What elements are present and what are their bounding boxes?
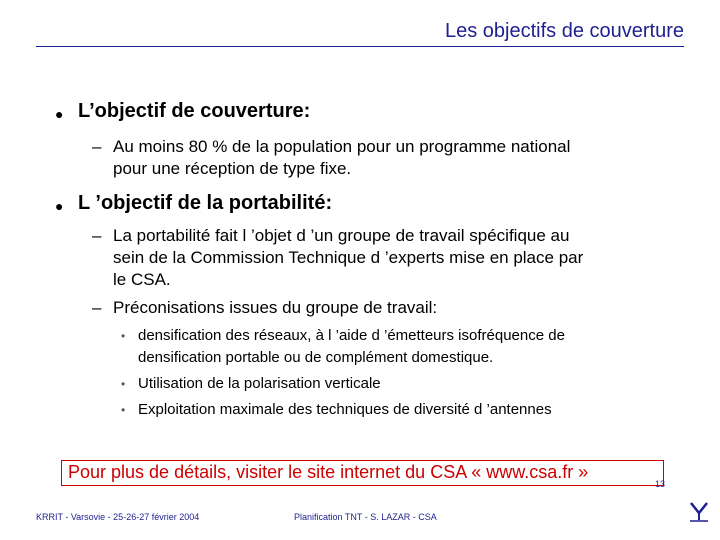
coverage-item-line1: Au moins 80 % de la population pour un programme national	[113, 137, 571, 156]
sub-item-3: Exploitation maximale des techniques de diversité d ’antennes	[138, 401, 552, 418]
sub-item-1-line1: densification des réseaux, à l ’aide d ’émetteurs isofréquence de	[138, 327, 565, 344]
bullet-icon: ●	[55, 106, 64, 122]
section-heading-coverage: L’objectif de couverture:	[78, 100, 311, 122]
dot-icon: •	[121, 329, 126, 343]
portability-item-1-line1: La portabilité fait l ’objet d ’un groupe de travail spécifique au	[113, 226, 570, 245]
dot-icon: •	[121, 377, 126, 391]
dot-icon: •	[121, 403, 126, 417]
portability-item-1-line2: sein de la Commission Technique d ’experts mise en place par	[113, 248, 584, 267]
note-text: Pour plus de détails, visiter le site internet du CSA « www.csa.fr »	[68, 462, 589, 482]
footer-center: Planification TNT - S. LAZAR - CSA	[294, 512, 437, 522]
bullet-icon: ●	[55, 198, 64, 214]
title-rule	[36, 46, 684, 47]
coverage-item-line2: pour une réception de type fixe.	[113, 159, 352, 178]
footer-left: KRRIT - Varsovie - 25-26-27 février 2004	[36, 512, 200, 522]
dash-icon: –	[92, 137, 102, 156]
portability-item-2: Préconisations issues du groupe de travail:	[113, 298, 438, 317]
section-heading-portability: L ’objectif de la portabilité:	[78, 192, 333, 214]
page-number: 13	[655, 479, 666, 489]
sub-item-2: Utilisation de la polarisation verticale	[138, 375, 381, 392]
portability-item-1	[113, 225, 693, 291]
csa-logo-icon	[688, 500, 710, 522]
sub-item-1-line2: densification portable ou de complément domestique.	[138, 349, 494, 366]
slide-title: Les objectifs de couverture	[444, 20, 684, 42]
portability-item-1-line3: le CSA.	[113, 270, 171, 289]
note-box	[61, 460, 664, 486]
sub-item-1	[138, 325, 678, 369]
coverage-item	[113, 136, 693, 180]
dash-icon: –	[92, 298, 102, 317]
dash-icon: –	[92, 226, 102, 245]
